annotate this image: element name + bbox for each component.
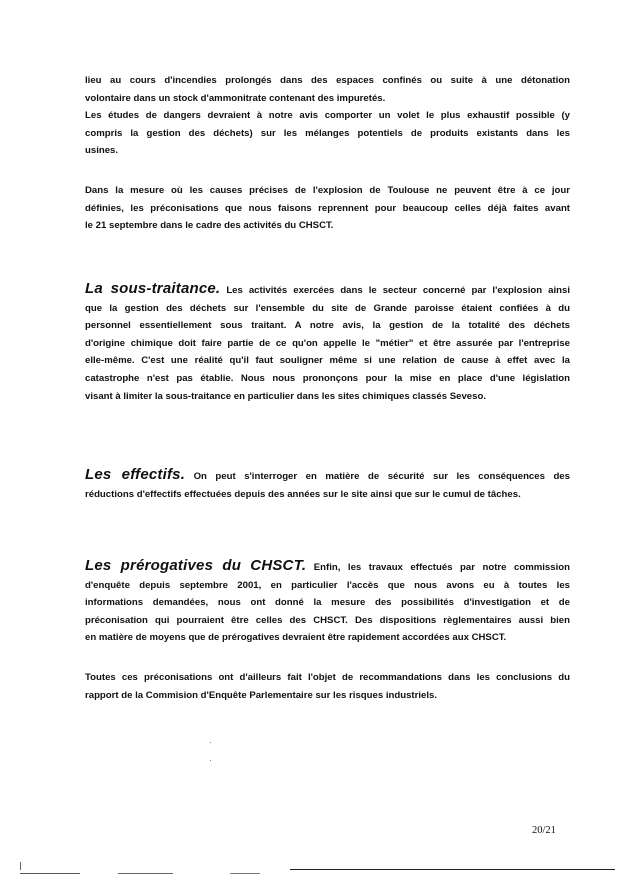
prerogatives-first-line-text: Enfin, les travaux effectués par notre commission xyxy=(313,562,570,573)
prerogatives-line: en matière de moyens que de prérogatives devraient être rapidement accordées aux CHSCT. xyxy=(85,632,507,644)
causes-paragraph xyxy=(85,182,570,235)
intro-line: Les études de dangers devraient à notre avis comporter un volet le plus exhaustif possible (y xyxy=(85,110,570,122)
scan-artifact-line xyxy=(230,873,260,874)
page-number: 20/21 xyxy=(532,825,556,836)
effectifs-section xyxy=(85,466,570,503)
intro-line: usines. xyxy=(85,145,119,157)
prerogatives-line: informations demandées, nous ont donné la mesure des possibilités d'investigation et de xyxy=(85,597,570,609)
sous-traitance-line: que la gestion des déchets sur l'ensemble du site de Grande paroisse étaient confiées à du xyxy=(85,302,570,314)
effectifs-first-line-text: On peut s'interroger en matière de sécurité sur les conséquences des xyxy=(193,471,570,482)
causes-line: le 21 septembre dans le cadre des activités du CHSCT. xyxy=(85,220,334,232)
scan-artifact-line xyxy=(290,869,615,870)
scan-artifact-dot xyxy=(210,760,211,761)
sous-traitance-first-line xyxy=(85,280,570,300)
section-heading: Les effectifs. xyxy=(85,466,186,483)
causes-line: définies, les préconisations que nous faisons reprennent pour beaucoup celles déjà faites avant xyxy=(85,202,570,214)
intro-line: lieu au cours d'incendies prolongés dans des espaces confinés ou suite à une détonation xyxy=(85,75,570,86)
conclusion-paragraph xyxy=(85,669,570,704)
causes-line: Dans la mesure où les causes précises de l'explosion de Toulouse ne peuvent être à ce jour xyxy=(85,185,570,196)
sous-traitance-line: personnel essentiellement sous traitant. A notre avis, la gestion de la totalité des déchets xyxy=(85,320,570,332)
prerogatives-section xyxy=(85,557,570,647)
effectifs-line: réductions d'effectifs effectuées depuis des années sur le site ainsi que sur le cumul de tâches. xyxy=(85,488,521,500)
prerogatives-line: d'enquête depuis septembre 2001, en particulier l'accès que nous avons eu à toutes les xyxy=(85,579,570,591)
scan-artifact-dot xyxy=(210,742,211,743)
section-heading: Les prérogatives du CHSCT. xyxy=(85,557,307,574)
scan-artifact-line xyxy=(118,873,173,874)
intro-line: compris la gestion des déchets) sur les mélanges potentiels de produits existants dans les xyxy=(85,127,570,139)
sous-traitance-first-line-text: Les activités exercées dans le secteur concerné par l'explosion ainsi xyxy=(226,285,570,296)
scan-artifact-line xyxy=(20,862,21,870)
intro-paragraph xyxy=(85,72,570,160)
sous-traitance-line: visant à limiter la sous-traitance en particulier dans les sites chimiques classés Seveso. xyxy=(85,390,486,402)
sous-traitance-line: catastrophe n'est pas établie. Nous nous prononçons pour la mise en place d'une législation xyxy=(85,372,570,384)
prerogatives-line: préconisation qui pourraient être celles des CHSCT. Des dispositions règlementaires aussi bien xyxy=(85,614,570,626)
prerogatives-first-line xyxy=(85,557,570,577)
intro-line: volontaire dans un stock d'ammonitrate contenant des impuretés. xyxy=(85,92,386,104)
sous-traitance-section xyxy=(85,280,570,405)
section-heading: La sous-traitance. xyxy=(85,280,221,297)
scan-artifact-line xyxy=(20,873,80,874)
conclusion-line: rapport de la Commision d'Enquête Parlementaire sur les risques industriels. xyxy=(85,689,438,701)
sous-traitance-line: d'origine chimique doit faire partie de ce qu'on appelle le "métier" et être assurée par l'entreprise xyxy=(85,337,570,349)
effectifs-first-line xyxy=(85,466,570,486)
conclusion-line: Toutes ces préconisations ont d'ailleurs fait l'objet de recommandations dans les conclusions du xyxy=(85,672,570,683)
sous-traitance-line: elle-même. C'est une réalité qu'il faut souligner même si une relation de cause à effet avec la xyxy=(85,355,570,367)
